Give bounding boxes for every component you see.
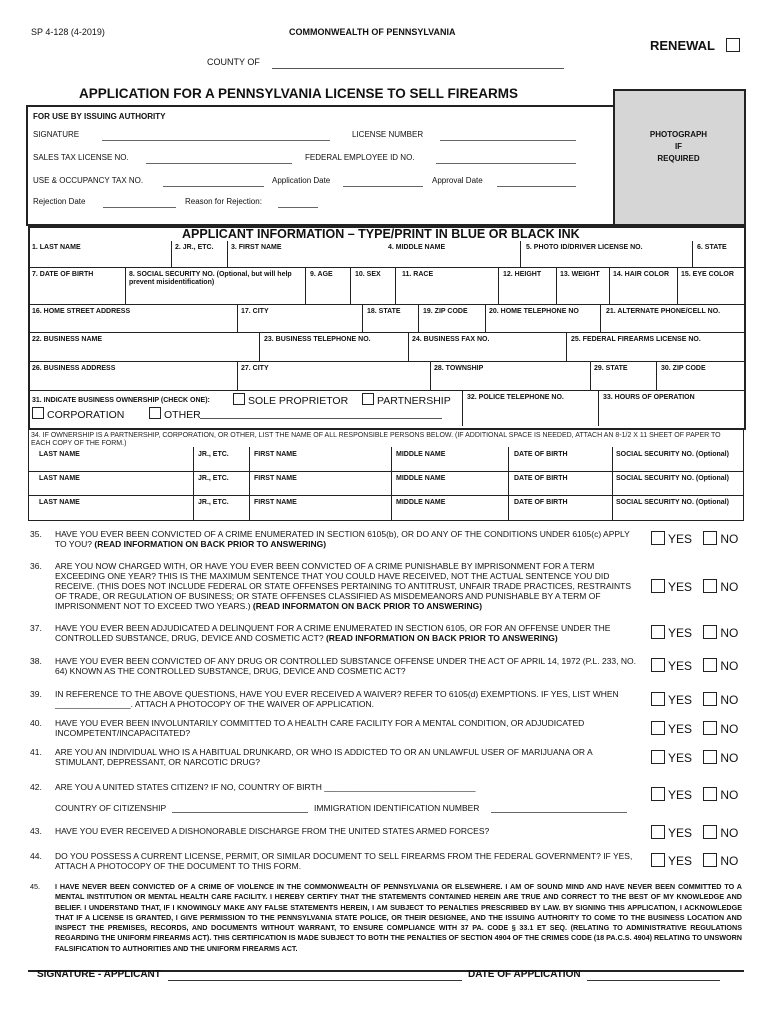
other-checkbox[interactable]	[149, 407, 161, 419]
yes-checkbox[interactable]	[651, 853, 665, 867]
no-checkbox[interactable]	[703, 853, 717, 867]
q40-num: 40.	[30, 718, 42, 728]
yes-checkbox[interactable]	[651, 750, 665, 764]
yes-label: YES	[668, 751, 693, 765]
field-height[interactable]: 12. HEIGHT	[503, 271, 542, 278]
q43-text: HAVE YOU EVER RECEIVED A DISHONORABLE DISCHARGE FROM THE UNITED STATES ARMED FORCES?	[55, 826, 490, 836]
q35-num: 35.	[30, 529, 42, 539]
grid-divider	[418, 304, 419, 332]
field-date-of-birth[interactable]: 7. DATE OF BIRTH	[32, 271, 94, 278]
q38-text: HAVE YOU EVER BEEN CONVICTED OF ANY DRUG OR CONTROLLED SUBSTANCE OFFENSE UNDER THE ACT OF APRIL 14, 1972 (P.L. 233, NO. 64) KNOWN AS THE CONTROLLED SUBSTANCE, DRUG, DEVICE AND COSMETIC ACT?	[55, 656, 636, 676]
use-occupancy-line[interactable]	[163, 186, 264, 187]
no-checkbox[interactable]	[703, 579, 717, 593]
grid-divider	[485, 304, 486, 332]
federal-employee-line[interactable]	[436, 163, 576, 164]
license-number-label: LICENSE NUMBER	[352, 130, 424, 139]
q42-text: ARE YOU A UNITED STATES CITIZEN? IF NO, COUNTRY OF BIRTH ________________________________	[55, 782, 476, 792]
grid-rule	[28, 332, 744, 333]
grid-divider	[462, 390, 463, 426]
person-col-5[interactable]: DATE OF BIRTH	[514, 451, 568, 458]
date-of-application-label: DATE OF APPLICATION	[468, 969, 581, 980]
yes-checkbox[interactable]	[651, 579, 665, 593]
field-hair-color[interactable]: 14. HAIR COLOR	[613, 271, 670, 278]
person-col-4[interactable]: MIDDLE NAME	[396, 499, 446, 506]
yn-37[interactable]	[651, 625, 738, 640]
q42-num: 42.	[30, 782, 42, 792]
q42-immigration-label: IMMIGRATION IDENTIFICATION NUMBER	[314, 803, 480, 813]
page-title: APPLICATION FOR A PENNSYLVANIA LICENSE TO SELL FIREARMS	[79, 86, 519, 101]
person-col-1[interactable]: LAST NAME	[39, 475, 80, 482]
q41-text: ARE YOU AN INDIVIDUAL WHO IS A HABITUAL DRUNKARD, OR WHO IS ADDICTED TO OR AN UNLAWFUL USER OF MARIJUANA OR A STIMULANT, DEPRESSANT, OR NARCOTIC DRUG?	[55, 747, 593, 767]
person-col-2[interactable]: JR., ETC.	[198, 451, 229, 458]
no-checkbox[interactable]	[703, 692, 717, 706]
no-checkbox[interactable]	[703, 825, 717, 839]
approval-date-label: Approval Date	[432, 176, 483, 185]
yes-checkbox[interactable]	[651, 625, 665, 639]
field-business-address[interactable]: 26. BUSINESS ADDRESS	[32, 365, 116, 372]
no-checkbox[interactable]	[703, 658, 717, 672]
county-label: COUNTY OF	[207, 57, 260, 67]
person-col-1[interactable]: LAST NAME	[39, 499, 80, 506]
person-col-1[interactable]: LAST NAME	[39, 451, 80, 458]
no-label: NO	[720, 532, 739, 546]
grid-divider	[656, 361, 657, 390]
no-label: NO	[720, 693, 739, 707]
application-date-label: Application Date	[272, 176, 331, 185]
grid-divider	[391, 447, 392, 520]
person-col-2[interactable]: JR., ETC.	[198, 499, 229, 506]
no-checkbox[interactable]	[703, 625, 717, 639]
q36-text: ARE YOU NOW CHARGED WITH, OR HAVE YOU EVER BEEN CONVICTED OF A CRIME PUNISHABLE BY IMPRISONMENT FOR A TERM EXCEEDING ONE YEAR? THIS IS THE MAXIMUM SENTENCE THAT YOU COULD HAVE RECEIVED, NOT THE ACTUAL SENTENCE YOU DID RECEIVE. (THIS DOES NOT INCLUDE FEDERAL OR STATE OFFENSES PERTAINING TO ANTITRUST, UNFAIR TRADE PRACTICES, RESTRAINTS OF TRADE, OR REGULATION OF BUSINESS; OR STATE OFFENSES CLASSIFIED AS MISDEMEANORS AND PUNISHABLE BY A TERM OF IMPRISONMENT NOT TO EXCEED TWO YEARS.)	[55, 561, 632, 611]
person-col-5[interactable]: DATE OF BIRTH	[514, 499, 568, 506]
field-weight[interactable]: 13. WEIGHT	[560, 271, 600, 278]
rejection-date-line[interactable]	[103, 207, 176, 208]
grid-divider	[193, 447, 194, 520]
yes-label: YES	[668, 532, 693, 546]
ownership-corporation[interactable]	[32, 407, 124, 421]
field-eye-color[interactable]: 15. EYE COLOR	[681, 271, 734, 278]
grid-divider	[430, 361, 431, 390]
question-45	[30, 882, 742, 954]
grid-divider	[498, 267, 499, 304]
question-38	[30, 656, 640, 680]
person-col-3[interactable]: FIRST NAME	[254, 499, 297, 506]
grid-divider	[612, 447, 613, 520]
no-label: NO	[720, 788, 739, 802]
no-label: NO	[720, 580, 739, 594]
question-39	[30, 689, 640, 713]
grid-divider	[395, 267, 396, 304]
person-col-2[interactable]: JR., ETC.	[198, 475, 229, 482]
person-col-3[interactable]: FIRST NAME	[254, 475, 297, 482]
field-zip[interactable]: 19. ZIP CODE	[423, 308, 468, 315]
field-city[interactable]: 17. CITY	[241, 308, 269, 315]
other-line[interactable]	[200, 418, 442, 419]
field-police-phone[interactable]: 32. POLICE TELEPHONE NO.	[467, 394, 564, 401]
authority-heading: FOR USE BY ISSUING AUTHORITY	[33, 112, 166, 121]
sales-tax-line[interactable]	[146, 163, 292, 164]
field-middle-name[interactable]: 4. MIDDLE NAME	[388, 244, 446, 251]
grid-divider	[305, 267, 306, 304]
grid-divider	[677, 267, 678, 304]
yn-41[interactable]	[651, 750, 738, 765]
no-label: NO	[720, 826, 739, 840]
grid-divider	[350, 267, 351, 304]
question-41	[30, 747, 640, 771]
field-age[interactable]: 9. AGE	[310, 271, 333, 278]
person-col-6[interactable]: SOCIAL SECURITY NO. (Optional)	[616, 451, 729, 458]
yes-checkbox[interactable]	[651, 531, 665, 545]
sole-label: SOLE PROPRIETOR	[248, 395, 349, 407]
field-township[interactable]: 28. TOWNSHIP	[434, 365, 484, 372]
grid-divider	[259, 332, 260, 361]
q45-num: 45.	[30, 882, 40, 891]
field-home-phone[interactable]: 20. HOME TELEPHONE NO	[489, 308, 579, 315]
grid-rule	[28, 495, 744, 496]
commonwealth-heading: COMMONWEALTH OF PENNSYLVANIA	[289, 27, 456, 37]
person-col-4[interactable]: MIDDLE NAME	[396, 451, 446, 458]
grid-divider	[598, 390, 599, 426]
renewal-label	[650, 38, 743, 53]
q44-text: DO YOU POSSESS A CURRENT LICENSE, PERMIT, OR SIMILAR DOCUMENT TO SELL FIREARMS FROM THE FEDERAL GOVERNMENT? IF YES, ATTACH A PHOTOCOPY OF THE DOCUMENT TO THIS FORM.	[55, 851, 633, 871]
q42-country-label: COUNTRY OF CITIZENSHIP	[55, 803, 167, 813]
person-col-3[interactable]: FIRST NAME	[254, 451, 297, 458]
field-business-name[interactable]: 22. BUSINESS NAME	[32, 336, 103, 343]
field-state[interactable]: 6. STATE	[697, 244, 727, 251]
q42-country-line[interactable]	[172, 812, 308, 813]
yes-label: YES	[668, 659, 693, 673]
grid-divider	[590, 361, 591, 390]
license-number-line[interactable]	[440, 140, 576, 141]
grid-divider	[237, 304, 238, 332]
use-occupancy-label: USE & OCCUPANCY TAX NO.	[33, 176, 144, 185]
q43-num: 43.	[30, 826, 42, 836]
ownership-sole[interactable]	[233, 393, 348, 407]
ownership-other[interactable]	[149, 407, 201, 421]
corporation-checkbox[interactable]	[32, 407, 44, 419]
yn-38[interactable]	[651, 658, 738, 673]
yn-42[interactable]	[651, 787, 738, 802]
q39-text: IN REFERENCE TO THE ABOVE QUESTIONS, HAVE YOU EVER RECEIVED A WAIVER? REFER TO 6105(d) EXEMPTIONS. IF YES, LIST WHEN ________________. ATTACH A PHOTOCOPY OF THE WAIVER OF APPLICATION.	[55, 689, 619, 709]
photo-line-2: IF	[674, 142, 683, 151]
partnership-checkbox[interactable]	[362, 393, 374, 405]
grid-divider	[408, 332, 409, 361]
person-col-6[interactable]: SOCIAL SECURITY NO. (Optional)	[616, 475, 729, 482]
no-label: NO	[720, 751, 739, 765]
yes-label: YES	[668, 580, 693, 594]
yes-checkbox[interactable]	[651, 692, 665, 706]
question-35	[30, 529, 640, 553]
grid-divider	[171, 241, 172, 267]
field-jr[interactable]: 2. JR., ETC.	[175, 244, 214, 251]
q37-num: 37.	[30, 623, 42, 633]
q37-note: (READ INFORMATION ON BACK PRIOR TO ANSWERING)	[325, 633, 558, 643]
yn-35[interactable]	[651, 531, 738, 546]
yes-label: YES	[668, 826, 693, 840]
authority-signature-line[interactable]	[102, 140, 330, 141]
q36-note: (READ INFORMATON ON BACK PRIOR TO ANSWERING)	[252, 601, 483, 611]
field-business-zip[interactable]: 30. ZIP CODE	[661, 365, 706, 372]
person-col-5[interactable]: DATE OF BIRTH	[514, 475, 568, 482]
sole-checkbox[interactable]	[233, 393, 245, 405]
field-sex[interactable]: 10. SEX	[355, 271, 381, 278]
federal-employee-label: FEDERAL EMPLOYEE ID NO.	[305, 153, 415, 162]
q35-note: (READ INFORMATION ON BACK PRIOR TO ANSWERING)	[94, 539, 327, 549]
corporation-label: CORPORATION	[47, 409, 125, 421]
grid-divider	[362, 304, 363, 332]
grid-divider	[508, 447, 509, 520]
grid-divider	[609, 267, 610, 304]
yes-checkbox[interactable]	[651, 825, 665, 839]
no-label: NO	[720, 854, 739, 868]
grid-divider	[237, 361, 238, 390]
renewal-checkbox[interactable]	[726, 38, 740, 52]
form-id: SP 4-128 (4-2019)	[31, 27, 105, 37]
field-race[interactable]: 11. RACE	[402, 271, 434, 278]
no-label: NO	[720, 659, 739, 673]
question-43	[30, 826, 640, 840]
renewal-text: RENEWAL	[650, 38, 715, 53]
ownership-partnership[interactable]	[362, 393, 451, 407]
grid-rule	[28, 267, 744, 268]
grid-divider	[227, 241, 228, 267]
yes-label: YES	[668, 722, 693, 736]
signature-applicant-label: SIGNATURE - APPLICANT	[37, 969, 161, 980]
field-business-state[interactable]: 29. STATE	[594, 365, 628, 372]
question-44	[30, 851, 640, 875]
q36-num: 36.	[30, 561, 42, 571]
field-first-name[interactable]: 3. FIRST NAME	[231, 244, 282, 251]
yes-label: YES	[668, 693, 693, 707]
application-date-line[interactable]	[343, 186, 423, 187]
field-business-fax[interactable]: 24. BUSINESS FAX NO.	[412, 336, 490, 343]
field-photo-id[interactable]: 5. PHOTO ID/DRIVER LICENSE NO.	[526, 244, 643, 251]
signature-line[interactable]	[168, 980, 462, 981]
yn-43[interactable]	[651, 825, 738, 840]
field-last-name[interactable]: 1. LAST NAME	[32, 244, 81, 251]
grid-rule	[28, 390, 744, 391]
q38-num: 38.	[30, 656, 42, 666]
applicant-heading: APPLICANT INFORMATION – TYPE/PRINT IN BLUE OR BLACK INK	[182, 227, 580, 241]
rejection-date-label: Rejection Date	[33, 197, 86, 206]
photo-caption	[615, 129, 742, 165]
grid-divider	[566, 332, 567, 361]
grid-divider	[600, 304, 601, 332]
field-ownership-label: 31. INDICATE BUSINESS OWNERSHIP (CHECK ONE):	[32, 397, 210, 404]
q45-certification: I HAVE NEVER BEEN CONVICTED OF A CRIME OF VIOLENCE IN THE COMMONWEALTH OF PENNSYLVANIA OR ELSEWHERE. I AM OF SOUND MIND AND HAVE NEVER BEEN COMMITTED TO A MENTAL INSTITUTION OR MENTAL HEALTH CARE FACILITY. I HEREBY CERTIFY THAT THE STATEMENTS CONTAINED HEREIN ARE TRUE AND CORRECT TO THE BEST OF MY KNOWLEDGE AND BELIEF. I UNDERSTAND THAT, IF I KNOWINGLY MAKE ANY FALSE STATEMENTS HEREIN, I AM SUBJECT TO PENALTIES PRESCRIBED BY LAW. BY SIGNING THIS APPLICATION, I ACKNOWLEDGE THAT IF A LICENSE IS GRANTED, I GIVE PERMISSION TO THE PENNSYLVANIA STATE POLICE, OR THEIR DESIGNEE, AND THE ISSUING AUTHORITY TO COME TO THE BUSINESS LOCATION AND INSPECT THE PREMISES, RECORDS, AND DOCUMENTS WITHOUT WARRANT, TO ENSURE COMPLIANCE WITH 37 PA. CODE § 33.1 ET SEQ. (RELATING TO ADMINISTRATIVE REGULATIONS REGARDING THE UNIFORM FIREARMS ACT). THIS CERTIFICATION IS MADE SUBJECT TO BOTH THE PENALTIES OF SECTION 4904 OF THE CRIMES CODE (18 PA.C.S. 4904) RELATING TO UNSWORN FALSIFICATION TO AUTHORITIES AND THE UNIFORM FIREARMS ACT.	[55, 882, 742, 953]
person-col-4[interactable]: MIDDLE NAME	[396, 475, 446, 482]
yn-44[interactable]	[651, 853, 738, 868]
yes-checkbox[interactable]	[651, 787, 665, 801]
q39-num: 39.	[30, 689, 42, 699]
q37-text: HAVE YOU EVER BEEN ADJUDICATED A DELINQUENT FOR A CRIME ENUMERATED IN SECTION 6105, OR FOR AN OFFENSE UNDER THE CONTROLLED SUBSTANCE, DRUG, DEVICE AND COSMETIC ACT?	[55, 623, 611, 643]
reason-line[interactable]	[278, 207, 318, 208]
field-business-phone[interactable]: 23. BUSINESS TELEPHONE NO.	[264, 336, 371, 343]
yn-36[interactable]	[651, 579, 738, 594]
grid-rule	[28, 471, 744, 472]
yes-checkbox[interactable]	[651, 658, 665, 672]
yes-label: YES	[668, 854, 693, 868]
sales-tax-label: SALES TAX LICENSE NO.	[33, 153, 129, 162]
field-home-address[interactable]: 16. HOME STREET ADDRESS	[32, 308, 131, 315]
person-col-6[interactable]: SOCIAL SECURITY NO. (Optional)	[616, 499, 729, 506]
grid-rule	[28, 361, 744, 362]
no-label: NO	[720, 626, 739, 640]
grid-divider	[692, 241, 693, 267]
no-checkbox[interactable]	[703, 531, 717, 545]
q41-num: 41.	[30, 747, 42, 757]
approval-date-line[interactable]	[497, 186, 576, 187]
no-checkbox[interactable]	[703, 721, 717, 735]
q44-num: 44.	[30, 851, 42, 861]
yn-40[interactable]	[651, 721, 738, 736]
field-business-city[interactable]: 27. CITY	[241, 365, 269, 372]
field-ffl[interactable]: 25. FEDERAL FIREARMS LICENSE NO.	[571, 336, 701, 343]
q42-immigration-line[interactable]	[491, 812, 627, 813]
q35-text: HAVE YOU EVER BEEN CONVICTED OF A CRIME ENUMERATED IN SECTION 6105(b), OR DO ANY OF THE CONDITIONS UNDER 6105(c) APPLY TO YOU?	[55, 529, 630, 549]
field-alt-phone[interactable]: 21. ALTERNATE PHONE/CELL NO.	[606, 308, 721, 315]
authority-signature-label: SIGNATURE	[33, 130, 80, 139]
photo-line-1: PHOTOGRAPH	[649, 130, 708, 139]
no-checkbox[interactable]	[703, 787, 717, 801]
field-34-instructions: 34. IF OWNERSHIP IS A PARTNERSHIP, CORPORATION, OR OTHER, LIST THE NAME OF ALL RESPONSIBLE PERSONS BELOW. (IF ADDITIONAL SPACE IS NEEDED, ATTACH AN 8-1/2 X 11 SHEET OF PAPER TO EACH COPY OF THE FORM.)	[31, 432, 721, 447]
other-label: OTHER	[164, 409, 201, 421]
no-label: NO	[720, 722, 739, 736]
reason-label: Reason for Rejection:	[185, 197, 262, 206]
grid-divider	[520, 241, 521, 267]
field-home-state[interactable]: 18. STATE	[367, 308, 401, 315]
yes-checkbox[interactable]	[651, 721, 665, 735]
yn-39[interactable]	[651, 692, 738, 707]
yes-label: YES	[668, 626, 693, 640]
grid-divider	[125, 267, 126, 304]
grid-divider	[556, 267, 557, 304]
county-line[interactable]	[272, 68, 564, 69]
field-ssn[interactable]: 8. SOCIAL SECURITY NO. (Optional, but will help prevent misidentification)	[129, 271, 292, 286]
yes-label: YES	[668, 788, 693, 802]
date-of-application-line[interactable]	[587, 980, 720, 981]
field-hours[interactable]: 33. HOURS OF OPERATION	[603, 394, 695, 401]
grid-divider	[249, 447, 250, 520]
photo-line-3: REQUIRED	[657, 154, 700, 163]
question-37	[30, 623, 640, 647]
question-36	[30, 561, 640, 615]
partnership-label: PARTNERSHIP	[377, 395, 451, 407]
question-40	[30, 718, 640, 742]
grid-rule	[28, 304, 744, 305]
no-checkbox[interactable]	[703, 750, 717, 764]
q40-text: HAVE YOU EVER BEEN INVOLUNTARILY COMMITTED TO A HEALTH CARE FACILITY FOR A MENTAL CONDITION, OR ADJUDICATED INCOMPETENT/INCAPACITATED?	[55, 718, 585, 738]
